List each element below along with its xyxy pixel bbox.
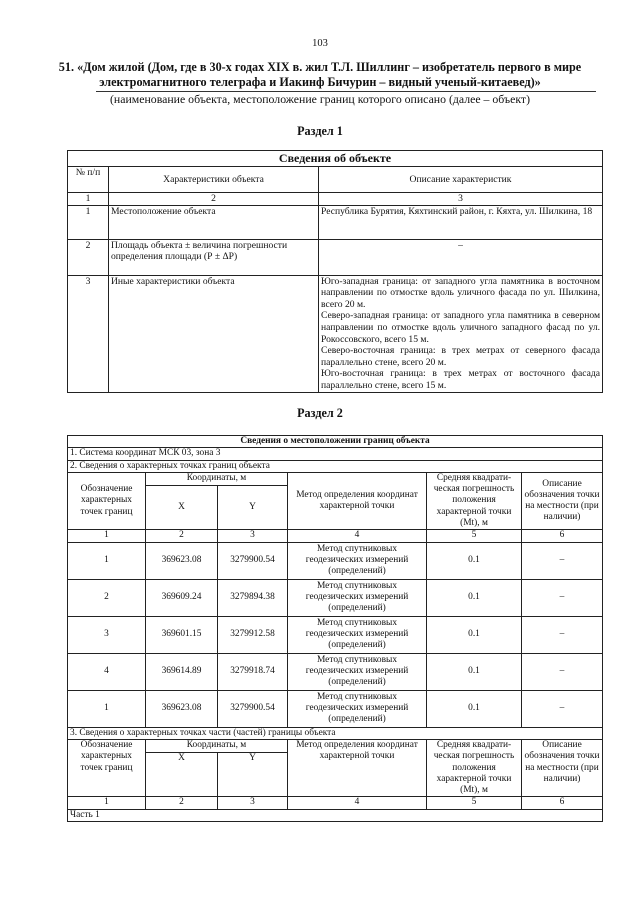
header-error: Средняя квадрати-ческая погрешность положения характерной точки (Mt), м: [427, 472, 522, 529]
row-name: Площадь объекта ± величина погрешности определения площади (Р ± ΔР): [109, 239, 319, 275]
title-caption: (наименование объекта, местоположение границ которого описано (далее – объект): [110, 92, 530, 106]
header-point-description: Описание обозначения точки на местности (при наличии): [522, 472, 603, 529]
header-num: № п/п: [68, 167, 109, 193]
part-caption: 3. Сведения о характерных точках части (частей) границы объекта: [68, 727, 603, 739]
point-method: Метод спутниковых геодезических измерений (определений): [288, 542, 427, 579]
table-row: [68, 205, 603, 239]
part-header-y: Y: [218, 753, 288, 797]
part-number-cell: 6: [522, 797, 603, 809]
header-description: Описание характеристик: [319, 167, 603, 193]
header-number-cell: 5: [427, 530, 522, 542]
part-number-cell: 5: [427, 797, 522, 809]
coord-system-row: [68, 448, 603, 460]
header-number-cell: 4: [288, 530, 427, 542]
point-y: 3279894.38: [218, 579, 288, 616]
header-x: X: [146, 486, 218, 530]
row-desc: Республика Бурятия, Кяхтинский район, г. Кяхта, ул. Шилкина, 18: [319, 205, 603, 239]
row-num: 2: [68, 239, 109, 275]
boundary-table-title: Сведения о местоположении границ объекта: [68, 436, 603, 448]
section1-heading: Раздел 1: [297, 124, 343, 138]
point-description: –: [522, 616, 603, 653]
row-desc-multi: [319, 275, 603, 392]
header-y: Y: [218, 486, 288, 530]
part-label: Часть 1: [68, 809, 603, 821]
header-characteristic: Характеристики объекта: [109, 167, 319, 193]
boundary-location-table: [67, 435, 603, 822]
point-error: 0.1: [427, 542, 522, 579]
point-id: 1: [68, 690, 146, 727]
point-method: Метод спутниковых геодезических измерений (определений): [288, 579, 427, 616]
table-row: [68, 653, 603, 690]
header-number-cell: 2: [146, 530, 218, 542]
row-name: Иные характеристики объекта: [109, 275, 319, 392]
point-method: Метод спутниковых геодезических измерений (определений): [288, 653, 427, 690]
point-description: –: [522, 690, 603, 727]
part-header-point: Обозначение характерных точек границ: [68, 739, 146, 796]
boundary-text-southeast: Юго-восточная граница: в трех метрах от восточного фасада параллельно стене, всего 15 м.: [321, 368, 601, 391]
part-header-coords: Координаты, м: [146, 739, 288, 752]
part-header-row: [68, 739, 603, 752]
point-error: 0.1: [427, 690, 522, 727]
point-id: 3: [68, 616, 146, 653]
object-table-caption-row: [68, 151, 603, 167]
points-number-row: [68, 530, 603, 542]
point-x: 369614.89: [146, 653, 218, 690]
part-header-description: Описание обозначения точки на местности (при наличии): [522, 739, 603, 796]
row-name: Местоположение объекта: [109, 205, 319, 239]
header-method: Метод определения координат характерной точки: [288, 472, 427, 529]
point-x: 369623.08: [146, 542, 218, 579]
point-y: 3279918.74: [218, 653, 288, 690]
boundary-text-northwest: Северо-западная граница: от западного угла памятника в северном направлении по отмостке вдоль уличного западного фасад по ул. Рокоссовского, всего 15 м.: [321, 310, 601, 345]
part-number-cell: 1: [68, 797, 146, 809]
row-num: 3: [68, 275, 109, 392]
header-number-cell: 2: [109, 193, 319, 206]
points-caption: 2. Сведения о характерных точках границ объекта: [68, 460, 603, 472]
table-row: [68, 579, 603, 616]
page-number: 103: [312, 38, 328, 49]
table-row: [68, 690, 603, 727]
object-table-header-row: [68, 167, 603, 193]
boundary-text-northeast: Северо-восточная граница: в трех метрах от северного фасада параллельно стене, всего 20 м.: [321, 345, 601, 368]
points-caption-row: [68, 460, 603, 472]
object-info-table: [67, 150, 603, 393]
row-desc: –: [319, 239, 603, 275]
boundary-text-southwest: Юго-западная граница: от западного угла памятника в восточном направлении по отмостке вдоль уличного фасада по ул. Шилкина, всего 20 м.: [321, 275, 601, 310]
part-label-row: [68, 809, 603, 821]
part-number-row: [68, 797, 603, 809]
coord-system: 1. Система координат МСК 03, зона 3: [68, 448, 603, 460]
point-method: Метод спутниковых геодезических измерений (определений): [288, 616, 427, 653]
point-error: 0.1: [427, 579, 522, 616]
point-description: –: [522, 579, 603, 616]
header-point: Обозначение характерных точек границ: [68, 472, 146, 529]
part-header-x: X: [146, 753, 218, 797]
point-description: –: [522, 542, 603, 579]
point-id: 4: [68, 653, 146, 690]
part-number-cell: 3: [218, 797, 288, 809]
point-y: 3279900.54: [218, 690, 288, 727]
part-caption-row: [68, 727, 603, 739]
point-x: 369609.24: [146, 579, 218, 616]
header-coords: Координаты, м: [146, 472, 288, 485]
point-description: –: [522, 653, 603, 690]
point-y: 3279900.54: [218, 542, 288, 579]
table-row: [68, 239, 603, 275]
header-number-cell: 3: [319, 193, 603, 206]
header-number-cell: 1: [68, 530, 146, 542]
point-method: Метод спутниковых геодезических измерений (определений): [288, 690, 427, 727]
point-error: 0.1: [427, 616, 522, 653]
header-number-cell: 3: [218, 530, 288, 542]
object-title: 51. «Дом жилой (Дом, где в 30-х годах XIX в. жил Т.Л. Шиллинг – изобретатель первого в мире электромагнитного телеграфа и Иакинф Бичурин – видный ученый-китаевед)»: [58, 60, 582, 89]
part-header-method: Метод определения координат характерной точки: [288, 739, 427, 796]
boundary-table-caption-row: [68, 436, 603, 448]
point-id: 2: [68, 579, 146, 616]
table-row: [68, 275, 603, 392]
object-table-title: Сведения об объекте: [68, 151, 603, 167]
part-number-cell: 4: [288, 797, 427, 809]
section2-heading: Раздел 2: [297, 406, 343, 420]
part-header-error: Средняя квадрати-ческая погрешность положения характерной точки (Mt), м: [427, 739, 522, 796]
point-x: 369601.15: [146, 616, 218, 653]
points-header-row: [68, 472, 603, 485]
point-id: 1: [68, 542, 146, 579]
row-num: 1: [68, 205, 109, 239]
point-y: 3279912.58: [218, 616, 288, 653]
part-number-cell: 2: [146, 797, 218, 809]
point-error: 0.1: [427, 653, 522, 690]
point-x: 369623.08: [146, 690, 218, 727]
table-row: [68, 542, 603, 579]
header-number-cell: 6: [522, 530, 603, 542]
header-number-cell: 1: [68, 193, 109, 206]
table-row: [68, 616, 603, 653]
object-table-number-row: [68, 193, 603, 206]
